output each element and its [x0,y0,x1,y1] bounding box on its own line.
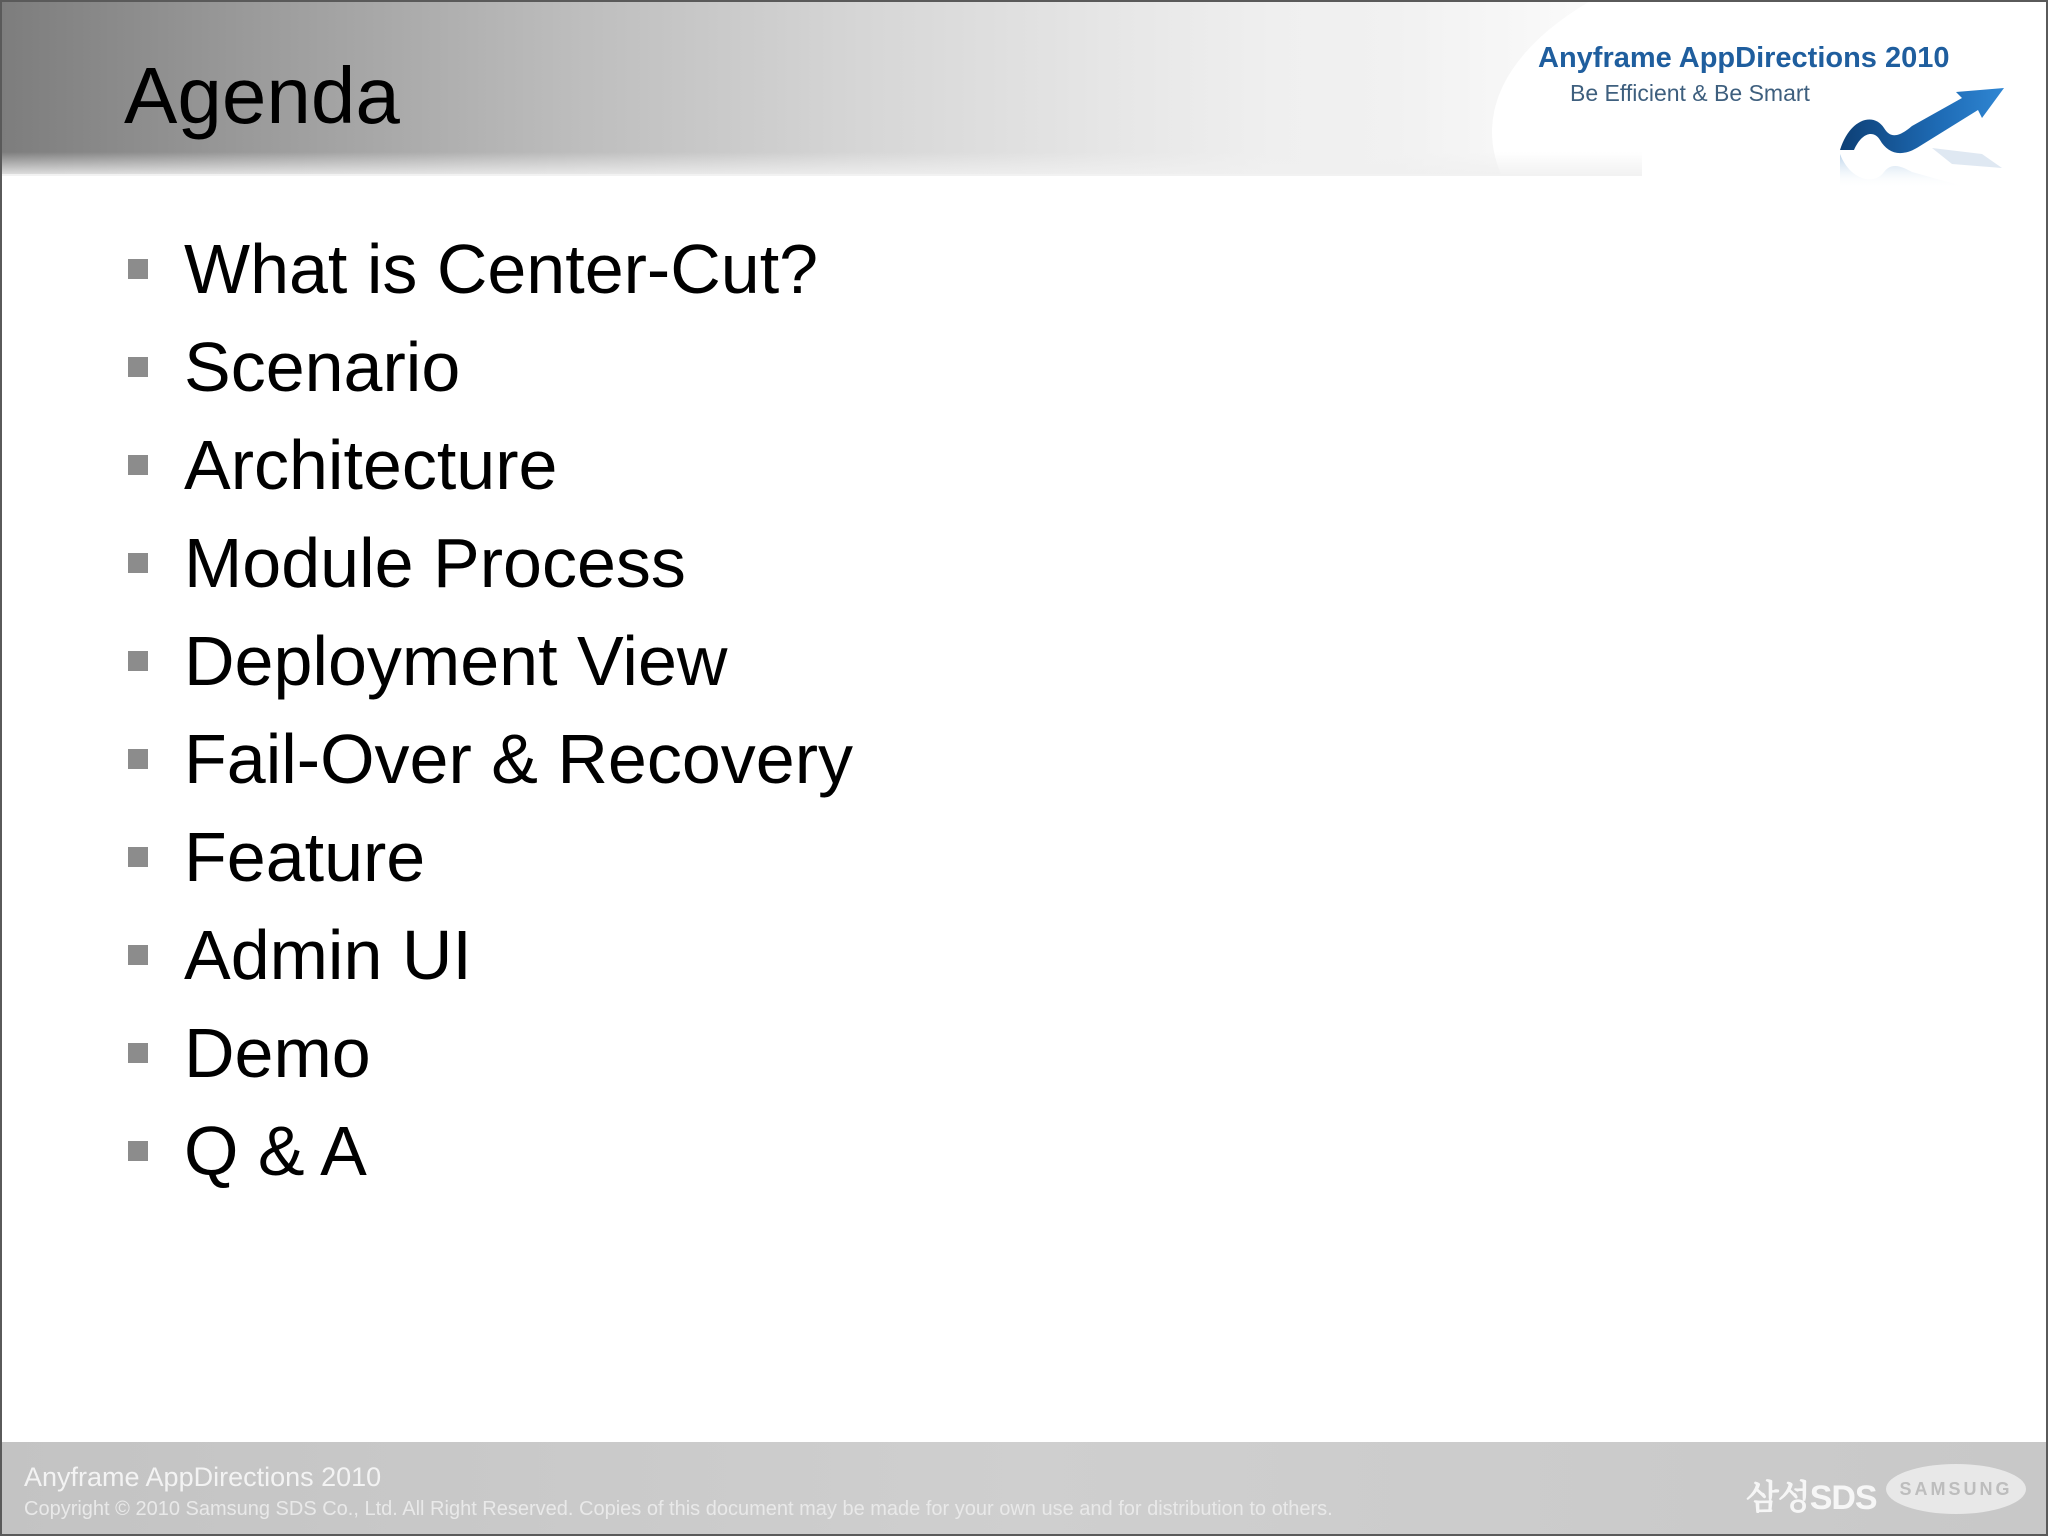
agenda-item [128,1004,853,1102]
agenda-item-label: Admin UI [184,916,472,994]
agenda-item-label: Module Process [184,524,686,602]
event-logo-title: Anyframe AppDirections 2010 [1538,42,1950,74]
square-bullet-icon [128,357,148,377]
footer-band [2,1442,2048,1536]
agenda-item [128,710,853,808]
agenda-item [128,220,853,318]
agenda-list [128,220,853,1200]
square-bullet-icon [128,1141,148,1161]
agenda-item [128,416,853,514]
agenda-item-label: Feature [184,818,426,896]
samsung-logo [1886,1464,2026,1514]
event-logo [1532,38,2012,198]
square-bullet-icon [128,455,148,475]
swoosh-arrow-logo-icon [1832,88,2012,188]
header-sheen [2,152,1642,176]
agenda-item-label: Architecture [184,426,558,504]
agenda-item [128,514,853,612]
samsung-logo-text: SAMSUNG [1899,1478,2013,1499]
square-bullet-icon [128,847,148,867]
square-bullet-icon [128,945,148,965]
square-bullet-icon [128,749,148,769]
agenda-item-label: What is Center-Cut? [184,230,819,308]
square-bullet-icon [128,259,148,279]
agenda-item [128,1102,853,1200]
agenda-item [128,906,853,1004]
square-bullet-icon [128,1043,148,1063]
event-logo-tagline: Be Efficient & Be Smart [1570,80,1810,106]
footer-copyright: Copyright © 2010 Samsung SDS Co., Ltd. All Right Reserved. Copies of this document may be made for your own use and for distribution to others. [24,1498,1333,1520]
agenda-item-label: Scenario [184,328,461,406]
samsung-sds-logo: 삼성SDS [1746,1479,1877,1517]
square-bullet-icon [128,651,148,671]
slide-title: Agenda [124,51,400,140]
agenda-item-label: Demo [184,1014,371,1092]
footer-event-title: Anyframe AppDirections 2010 [24,1462,382,1492]
agenda-item-label: Fail-Over & Recovery [184,720,854,798]
square-bullet-icon [128,553,148,573]
agenda-item [128,612,853,710]
agenda-item [128,808,853,906]
agenda-item-label: Deployment View [184,622,728,700]
agenda-item [128,318,853,416]
agenda-item-label: Q & A [184,1112,367,1190]
